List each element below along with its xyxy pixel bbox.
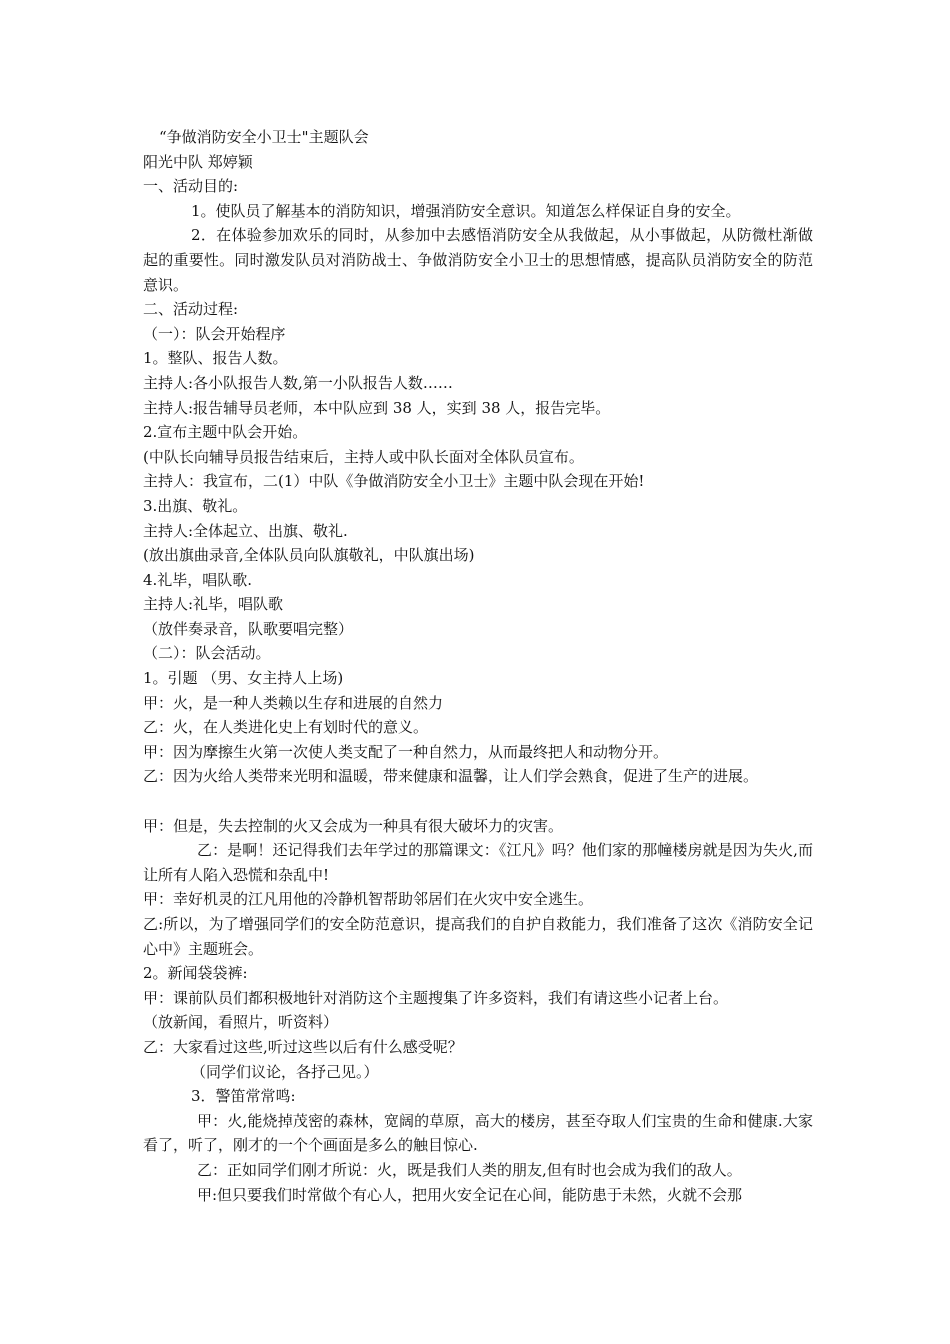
- paragraph-line: 4.礼毕，唱队歌.: [143, 570, 253, 589]
- paragraph-line: 1。引题 （男、女主持人上场): [143, 669, 344, 688]
- paragraph-line: 2．在体验参加欢乐的同时，从参加中去感悟消防安全从我做起，从小事做起，从防微杜渐做起的重要性。同时激发队员对消防战士、争做消防安全小卫士的思想情感，提高队员消防安全的防范意识。: [143, 226, 813, 294]
- paragraph-line: （一）：队会开始程序: [143, 324, 286, 343]
- paragraph-line: 3．警笛常常鸣:: [191, 1087, 296, 1106]
- paragraph-line: 甲：火，是一种人类赖以生存和进展的自然力: [143, 693, 444, 712]
- paragraph-line: 乙：正如同学们刚才所说：火，既是我们人类的朋友,但有时也会成为我们的敌人。: [197, 1160, 742, 1179]
- paragraph-line: 乙：大家看过这些,听过这些以后有什么感受呢？: [143, 1037, 463, 1056]
- paragraph-line: 乙：火，在人类进化史上有划时代的意义。: [143, 718, 429, 737]
- paragraph-line: 甲：火,能烧掉茂密的森林，宽阔的草原，高大的楼房，甚至夺取人们宝贵的生命和健康.大家看了，听了，刚才的一个个画面是多么的触目惊心.: [143, 1111, 813, 1155]
- document-body: [143, 125, 813, 1207]
- paragraph-line: （二）：队会活动。: [143, 644, 271, 663]
- paragraph-line: 阳光中队 郑婷颖: [143, 152, 253, 171]
- paragraph-line: 甲：因为摩擦生火第一次使人类支配了一种自然力，从而最终把人和动物分开。: [143, 742, 669, 761]
- paragraph-line: 主持人:报告辅导员老师，本中队应到 38 人，实到 38 人，报告完毕。: [143, 398, 611, 417]
- paragraph-line: (放出旗曲录音,全体队员向队旗敬礼，中队旗出场): [143, 546, 475, 565]
- paragraph-line: 3.出旗、敬礼。: [143, 496, 248, 515]
- paragraph-line: (中队长向辅导员报告结束后，主持人或中队长面对全体队员宣布。: [143, 447, 584, 466]
- paragraph-line: 主持人：我宣布，二(1）中队《争做消防安全小卫士》主题中队会现在开始!: [143, 472, 645, 491]
- paragraph-line: 乙:所以，为了增强同学们的安全防范意识，提高我们的自护自救能力，我们准备了这次《消防安全记心中》主题班会。: [143, 915, 813, 958]
- paragraph-line: “争做消防安全小卫士"主题队会: [159, 128, 369, 146]
- paragraph-line: 主持人:礼毕，唱队歌: [143, 595, 284, 614]
- paragraph-line: 1。整队、报告人数。: [143, 349, 288, 368]
- paragraph-line: 2.宣布主题中队会开始。: [143, 423, 308, 442]
- paragraph-line: 乙：是啊！还记得我们去年学过的那篇课文：《江凡》吗？他们家的那幢楼房就是因为失火,而让所有人陷入恐慌和杂乱中!: [143, 841, 813, 884]
- paragraph-line: 甲：但是，失去控制的火又会成为一种具有很大破坏力的灾害。: [143, 816, 564, 835]
- paragraph-line: 甲:但只要我们时常做个有心人，把用火安全记在心间，能防患于未然，火就不会那: [197, 1185, 743, 1204]
- paragraph-line: 乙：因为火给人类带来光明和温暖，带来健康和温馨，让人们学会熟食，促进了生产的进展。: [143, 767, 759, 786]
- paragraph-line: 1。使队员了解基本的消防知识，增强消防安全意识。知道怎么样保证自身的安全。: [191, 201, 741, 220]
- paragraph-line: 甲：课前队员们都积极地针对消防这个主题搜集了许多资料，我们有请这些小记者上台。: [143, 988, 729, 1007]
- paragraph-line: 一、活动目的:: [143, 177, 239, 196]
- paragraph-line: 主持人:全体起立、出旗、敬礼.: [143, 521, 348, 540]
- paragraph-line: 2。新闻袋袋裤:: [143, 964, 248, 983]
- paragraph-line: （放伴奏录音，队歌要唱完整）: [143, 619, 354, 638]
- paragraph-line: （同学们议论，各抒己见。）: [191, 1062, 379, 1081]
- paragraph-line: 甲：幸好机灵的江凡用他的冷静机智帮助邻居们在火灾中安全逃生。: [143, 890, 594, 909]
- paragraph-line: （放新闻，看照片，听资料）: [143, 1013, 339, 1032]
- paragraph-line: 主持人:各小队报告人数,第一小队报告人数……: [143, 373, 453, 392]
- paragraph-line: 二、活动过程:: [143, 300, 239, 319]
